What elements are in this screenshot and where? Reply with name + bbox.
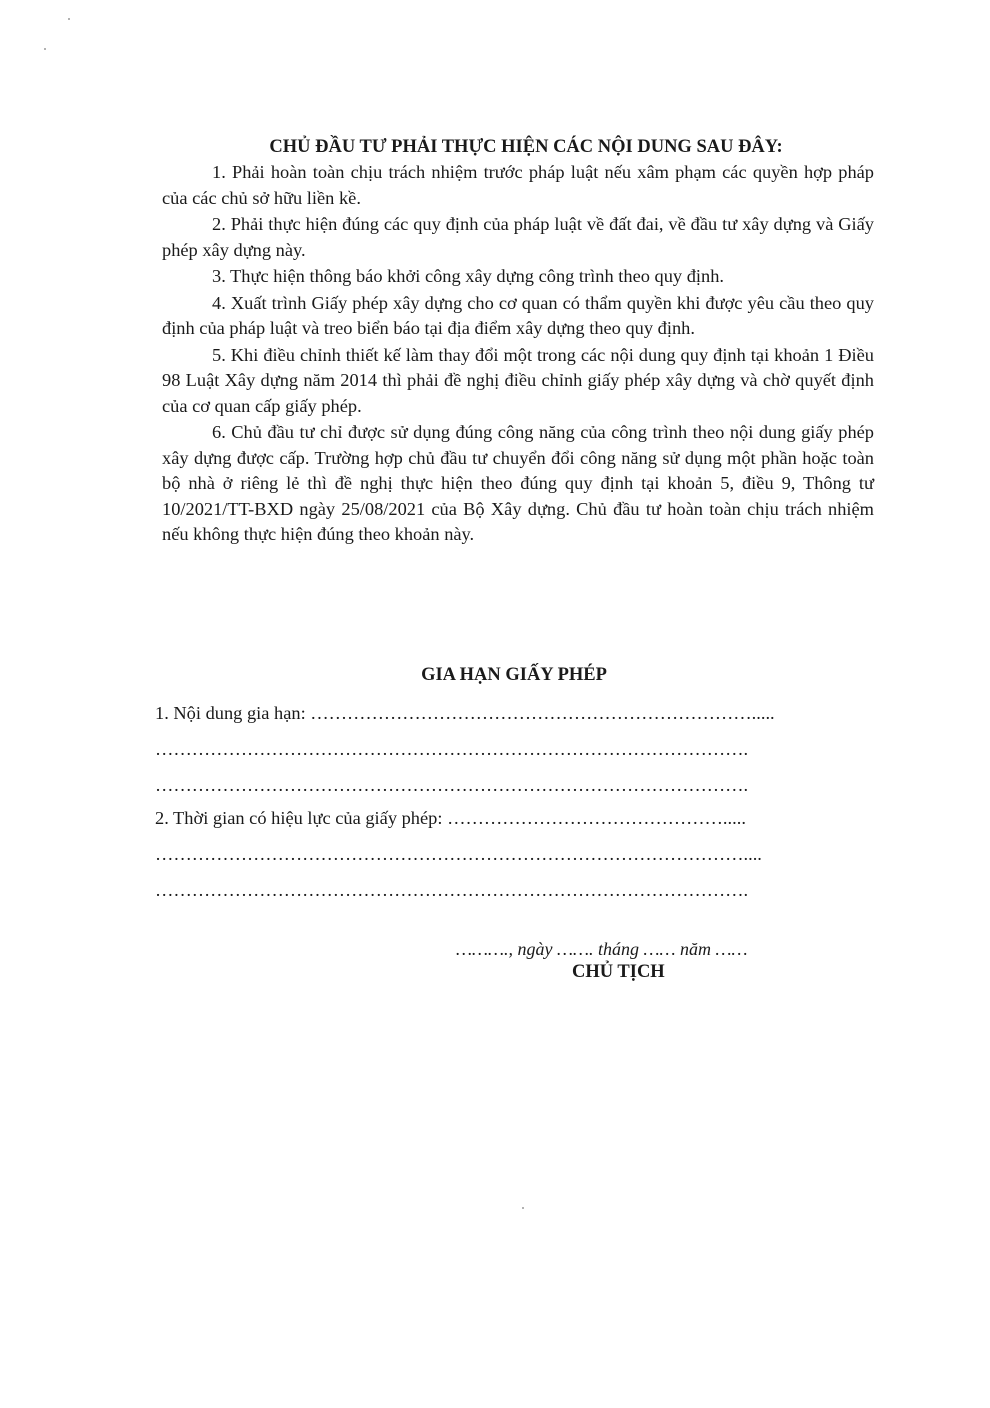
extension-heading: GIA HẠN GIẤY PHÉP — [421, 665, 607, 685]
scan-speck — [68, 18, 70, 20]
obligation-item: 4. Xuất trình Giấy phép xây dựng cho cơ quan có thẩm quyền khi được yêu cầu theo quy định của pháp luật và treo biển báo tại địa điểm xây dựng theo quy định. — [162, 292, 874, 338]
obligations-list — [162, 160, 874, 548]
extension-content-field: 1. Nội dung gia hạn: ………………………………………………………………..... — [155, 703, 775, 723]
extension-validity-line: …………………………………………………………………………………….... — [155, 844, 762, 864]
extension-validity-line: ……………………………………………………………………………………. — [155, 880, 749, 900]
scan-speck — [522, 1207, 524, 1209]
signature-date-line: ………., ngày ……. tháng …… năm …… — [456, 939, 748, 959]
scan-speck — [44, 48, 46, 50]
signature-title: CHỦ TỊCH — [572, 962, 665, 982]
obligation-item: 3. Thực hiện thông báo khởi công xây dựng công trình theo quy định. — [212, 266, 725, 286]
obligation-item: 6. Chủ đầu tư chỉ được sử dụng đúng công năng của công trình theo nội dung giấy phép xây dựng được cấp. Trường hợp chủ đầu tư chuyển đổi công năng sử dụng một phần hoặc toàn bộ nhà ở riêng lẻ thì đề nghị thực hiện theo đúng quy định tại khoản 5, điều 9, Thông tư 10/2021/TT-BXD ngày 25/08/2021 của Bộ Xây dựng. Chủ đầu tư hoàn toàn chịu trách nhiệm nếu không thực hiện đúng theo khoản này. — [162, 422, 874, 544]
obligation-item: 5. Khi điều chỉnh thiết kế làm thay đổi một trong các nội dung quy định tại khoản 1 Điều 98 Luật Xây dựng năm 2014 thì phải đề nghị điều chỉnh giấy phép xây dựng và chờ quyết định của cơ quan cấp giấy phép. — [162, 344, 874, 416]
obligation-item: 2. Phải thực hiện đúng các quy định của pháp luật về đất đai, về đầu tư xây dựng và Giấy phép xây dựng này. — [162, 214, 874, 260]
extension-content-line: ……………………………………………………………………………………. — [155, 739, 749, 759]
extension-validity-field: 2. Thời gian có hiệu lực của giấy phép: ………………………………………..... — [155, 808, 746, 828]
extension-content-line: ……………………………………………………………………………………. — [155, 775, 749, 795]
obligations-heading: CHỦ ĐẦU TƯ PHẢI THỰC HIỆN CÁC NỘI DUNG SAU ĐÂY: — [269, 137, 783, 157]
obligation-item: 1. Phải hoàn toàn chịu trách nhiệm trước pháp luật nếu xâm phạm các quyền hợp pháp của các chủ sở hữu liền kề. — [162, 162, 874, 208]
